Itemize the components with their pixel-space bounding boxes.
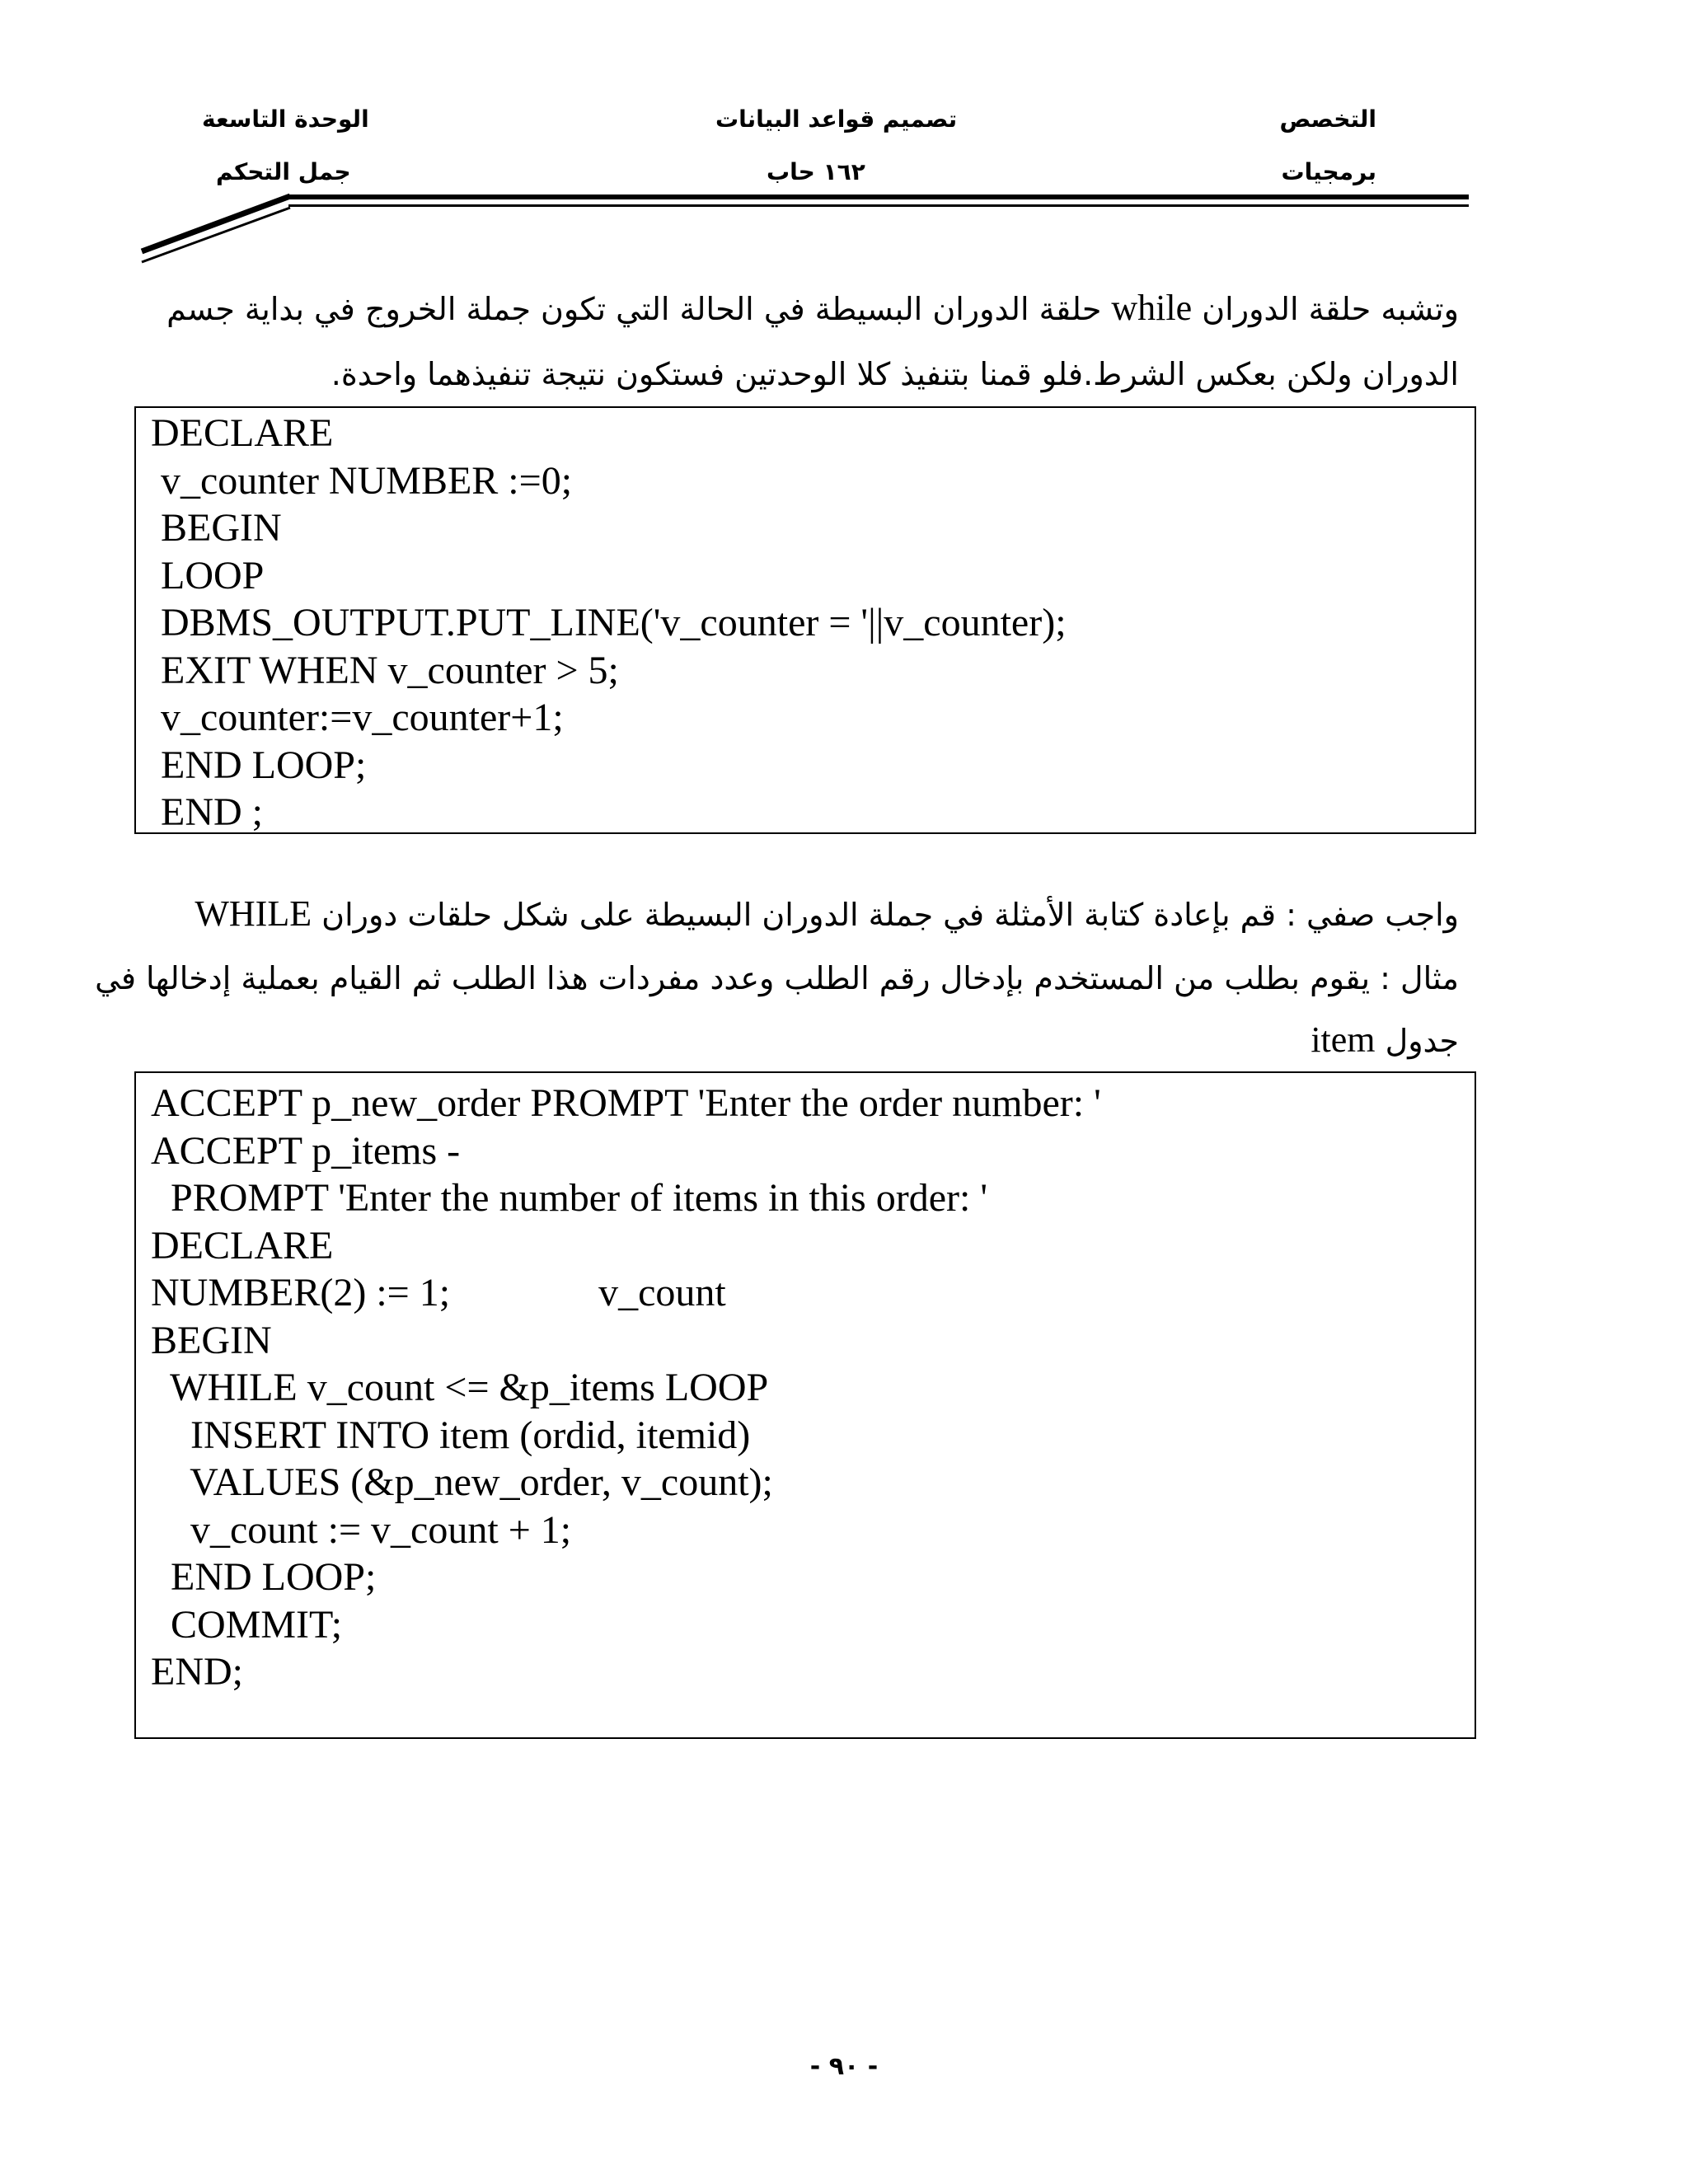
code-2-line: DECLARE [151,1223,334,1268]
code-2-line: ACCEPT p_items - [151,1128,461,1173]
code-2-line: ACCEPT p_new_order PROMPT 'Enter the order number: ' [151,1081,1101,1125]
header-unit-title: جمل التحكم [216,158,351,185]
page-number: - ٩٠ - [809,2052,879,2081]
homework-keyword: WHILE [195,893,312,934]
code-block-1 [134,406,1476,834]
paragraph-1-line-1-post: حلقة الدوران البسيطة في الحالة التي تكون جملة الخروج في بداية جسم [166,291,1112,327]
code-2-line: END; [151,1650,243,1694]
code-2-line: END LOOP; [151,1555,377,1599]
code-block-2 [134,1071,1476,1739]
header-course-code: ١٦٢ حاب [767,158,865,185]
code-2-line: PROMPT 'Enter the number of items in this order: ' [151,1176,987,1220]
code-1-line: DECLARE [151,411,334,455]
code-1-line: v_counter:=v_counter+1; [151,696,564,739]
example-line-1: مثال : يقوم بطلب من المستخدم بإدخال رقم الطلب وعدد مفردات هذا الطلب ثم القيام بعملية إدخالها في [95,960,1459,996]
example-line-2-pre: جدول [1375,1023,1459,1059]
paragraph-1-line-1 [166,290,1459,326]
header-rule-slant [0,0,1688,272]
code-2-line: INSERT INTO item (ordid, itemid) [151,1413,751,1457]
code-1-line: LOOP [151,553,265,598]
homework-line [195,893,1459,934]
code-1-line: END ; [151,790,263,834]
code-2-line: v_count := v_count + 1; [151,1507,572,1552]
header-specialization-label: التخصص [1279,105,1376,133]
header-unit-label: الوحدة التاسعة [202,105,369,133]
code-2-line: NUMBER(2) := 1; v_count [151,1271,726,1315]
code-2-line: WHILE v_count <= &p_items LOOP [151,1366,769,1409]
homework-text: واجب صفي : قم بإعادة كتابة الأمثلة في جملة الدوران البسيطة على شكل حلقات دوران [312,897,1459,933]
code-1-line: EXIT WHEN v_counter > 5; [151,648,619,692]
code-2-line: COMMIT; [151,1602,343,1647]
code-1-line: v_counter NUMBER :=0; [151,458,573,503]
code-1-line: END LOOP; [151,743,367,787]
header-specialization-value: برمجيات [1281,158,1376,185]
code-2-line: VALUES (&p_new_order, v_count); [151,1460,773,1504]
code-1-line: BEGIN [151,506,282,550]
paragraph-1-line-1-pre: وتشبه حلقة الدوران [1192,291,1459,327]
header-course-title: تصميم قواعد البيانات [715,105,958,133]
example-line-2 [1311,1019,1459,1060]
example-keyword: item [1311,1019,1376,1060]
code-2-line: BEGIN [151,1318,272,1362]
code-1-line: DBMS_OUTPUT.PUT_LINE('v_counter = '||v_counter); [151,601,1067,644]
paragraph-1-keyword: while [1111,288,1193,328]
paragraph-1-line-2: الدوران ولكن بعكس الشرط.فلو قمنا بتنفيذ كلا الوحدتين فستكون نتيجة تنفيذهما واحدة. [331,356,1459,392]
